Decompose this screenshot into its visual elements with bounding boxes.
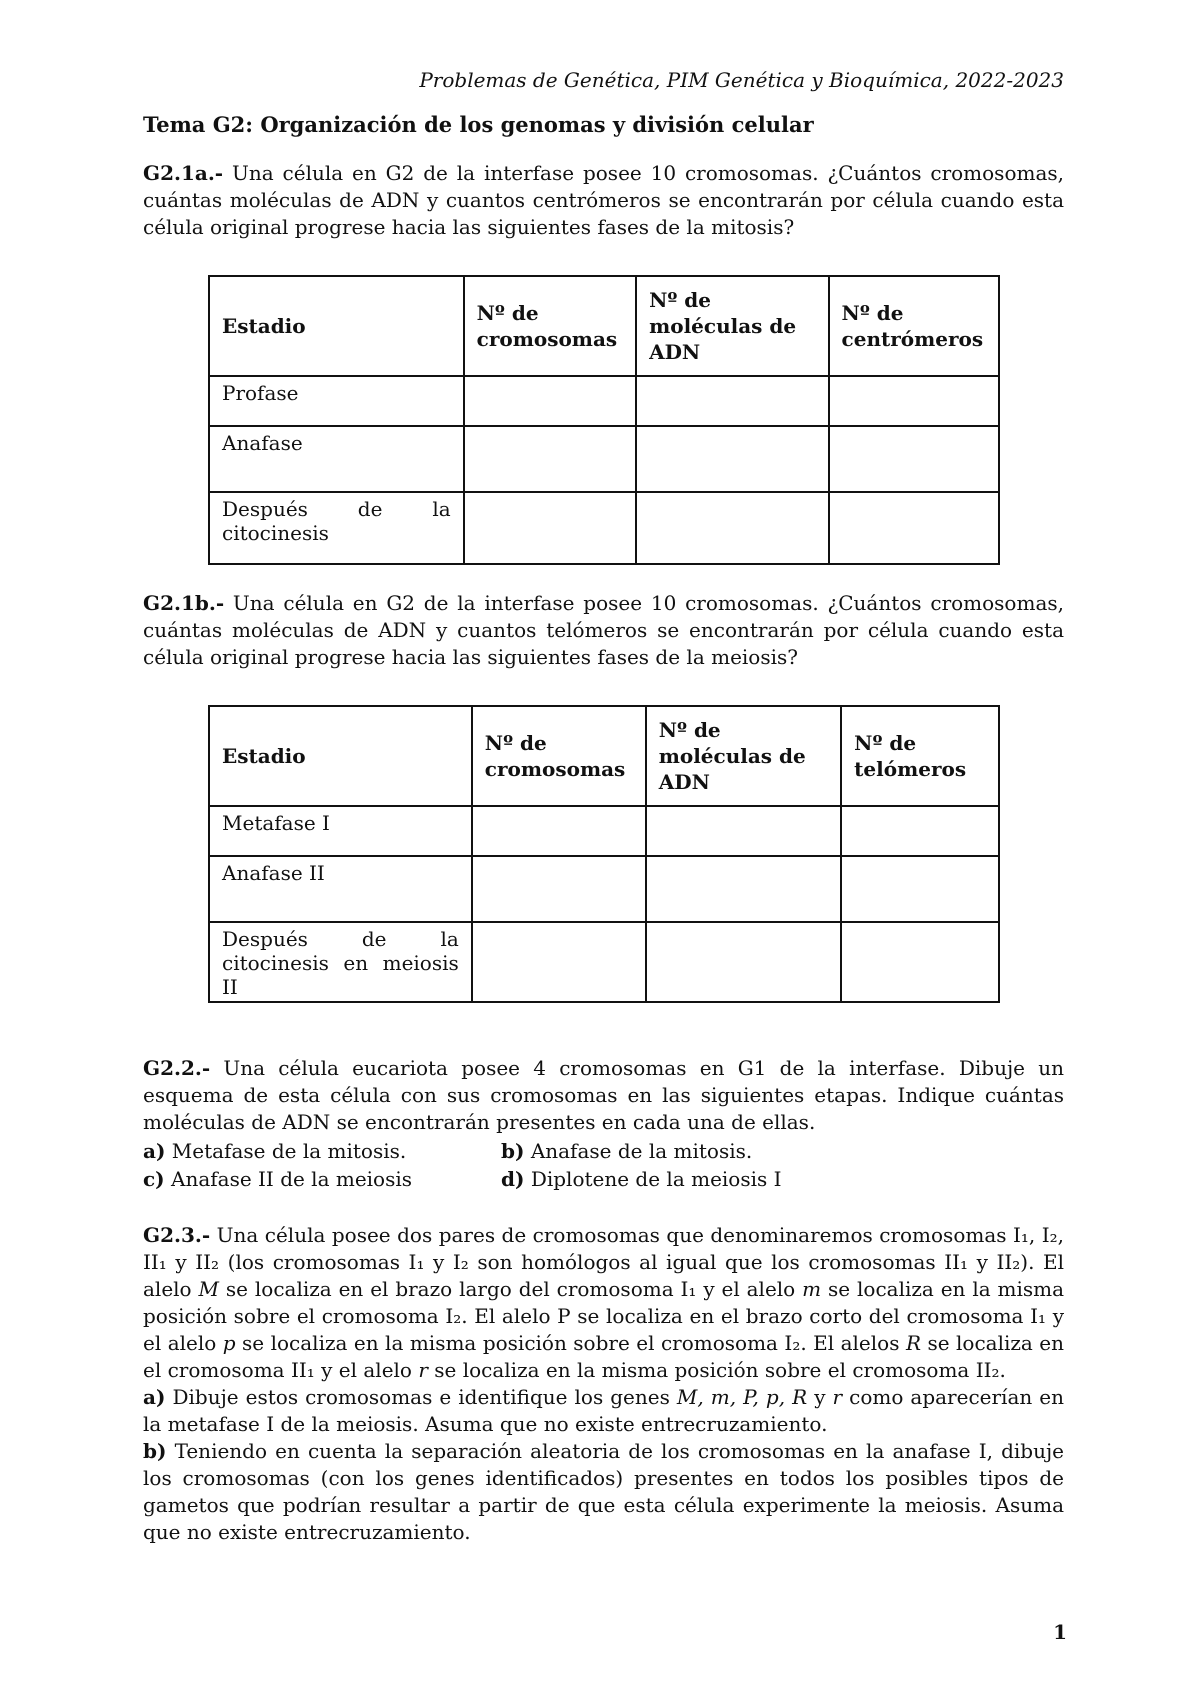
header-centromeros: Nº de centrómeros <box>829 276 999 376</box>
header-cromosomas: Nº de cromosomas <box>472 706 646 806</box>
answer-cell[interactable] <box>636 376 828 426</box>
row-label: Anafase <box>209 426 464 492</box>
options-list <box>143 1137 1064 1193</box>
answer-cell[interactable] <box>464 376 636 426</box>
table-row <box>209 806 999 856</box>
table-row <box>209 492 999 564</box>
answer-cell[interactable] <box>841 856 999 922</box>
question-label: G2.1a.- <box>143 161 224 185</box>
table-row <box>209 426 999 492</box>
answer-cell[interactable] <box>841 922 999 1002</box>
option-a: a) Metafase de la mitosis. <box>143 1139 407 1163</box>
table-row <box>209 376 999 426</box>
answer-cell[interactable] <box>829 376 999 426</box>
question-label: G2.1b.- <box>143 591 225 615</box>
header-adn: Nº de moléculas de ADN <box>636 276 828 376</box>
answer-cell[interactable] <box>636 492 828 564</box>
question-g2-1b <box>143 590 1064 671</box>
header-estadio: Estadio <box>209 706 472 806</box>
header-adn: Nº de moléculas de ADN <box>646 706 841 806</box>
option-b: b) Anafase de la mitosis. <box>501 1139 753 1163</box>
mitosis-table <box>208 275 1000 565</box>
question-g2-1a <box>143 160 1064 241</box>
table-row <box>209 856 999 922</box>
table-header-row <box>209 276 999 376</box>
question-text: Una célula en G2 de la interfase posee 10 cromosomas. ¿Cuántos cromosomas, cuántas moléculas de ADN y cuantos centrómeros se encontrarán por célula cuando esta célula original progrese hacia las siguientes fases de la mitosis? <box>143 161 1064 239</box>
page-number: 1 <box>1053 1620 1067 1644</box>
question-text: Una célula en G2 de la interfase posee 10 cromosomas. ¿Cuántos cromosomas, cuántas moléculas de ADN y cuantos telómeros se encontrarán por célula cuando esta célula original progrese hacia las siguientes fases de la meiosis? <box>143 591 1064 669</box>
part-b-key: b) <box>143 1439 167 1463</box>
row-label: Profase <box>209 376 464 426</box>
question-label: G2.2.- <box>143 1056 211 1080</box>
question-text: Una célula eucariota posee 4 cromosomas en G1 de la interfase. Dibuje un esquema de esta célula con sus cromosomas en las siguientes etapas. Indique cuántas moléculas de ADN se encontrarán presentes en cada una de ellas. <box>143 1056 1064 1134</box>
row-label: Metafase I <box>209 806 472 856</box>
meiosis-table <box>208 705 1000 1003</box>
option-d: d) Diplotene de la meiosis I <box>501 1167 782 1191</box>
answer-cell[interactable] <box>646 922 841 1002</box>
section-title: Tema G2: Organización de los genomas y división celular <box>143 112 814 137</box>
answer-cell[interactable] <box>472 856 646 922</box>
header-cromosomas: Nº de cromosomas <box>464 276 636 376</box>
question-g2-2 <box>143 1055 1064 1136</box>
row-label: Después de la citocinesis <box>209 492 464 564</box>
answer-cell[interactable] <box>472 922 646 1002</box>
answer-cell[interactable] <box>472 806 646 856</box>
answer-cell[interactable] <box>464 492 636 564</box>
option-c: c) Anafase II de la meiosis <box>143 1167 413 1191</box>
answer-cell[interactable] <box>464 426 636 492</box>
answer-cell[interactable] <box>646 806 841 856</box>
part-a-key: a) <box>143 1385 166 1409</box>
row-label: Anafase II <box>209 856 472 922</box>
answer-cell[interactable] <box>841 806 999 856</box>
table-header-row <box>209 706 999 806</box>
header-estadio: Estadio <box>209 276 464 376</box>
header-telomeros: Nº de telómeros <box>841 706 999 806</box>
answer-cell[interactable] <box>829 426 999 492</box>
question-label: G2.3.- <box>143 1223 211 1247</box>
answer-cell[interactable] <box>636 426 828 492</box>
row-label: Después de la citocinesis en meiosis II <box>209 922 472 1002</box>
running-header: Problemas de Genética, PIM Genética y Bioquímica, 2022-2023 <box>419 68 1064 92</box>
question-g2-3: G2.3.- Una célula posee dos pares de cromosomas que denominaremos cromosomas I₁, I₂, II₁ y II₂ (los cromosomas I₁ y I₂ son homólogos al igual que los cromosomas II₁ y II₂). El alelo M se localiza en el brazo largo del cromosoma I₁ y el alelo m se localiza en la misma posición sobre el cromosoma I₂. El alelo P se localiza en el brazo corto del cromosoma I₁ y el alelo p se localiza en la misma posición sobre el cromosoma I₂. El alelos R se localiza en el cromosoma II₁ y el alelo r se localiza en la misma posición sobre el cromosoma II₂. a) Dibuje estos cromosomas e identifique los genes M, m, P, p, R y r como aparecerían en la metafase I de la meiosis. Asuma que no existe entrecruzamiento. b) Teniendo en cuenta la separación aleatoria de los cromosomas en la anafase I, dibuje los cromosomas (con los genes identificados) presentes en todos los posibles tipos de gametos que podrían resultar a partir de que esta célula experimente la meiosis. Asuma que no existe entrecruzamiento. <box>143 1223 1065 1544</box>
answer-cell[interactable] <box>829 492 999 564</box>
answer-cell[interactable] <box>646 856 841 922</box>
table-row <box>209 922 999 1002</box>
